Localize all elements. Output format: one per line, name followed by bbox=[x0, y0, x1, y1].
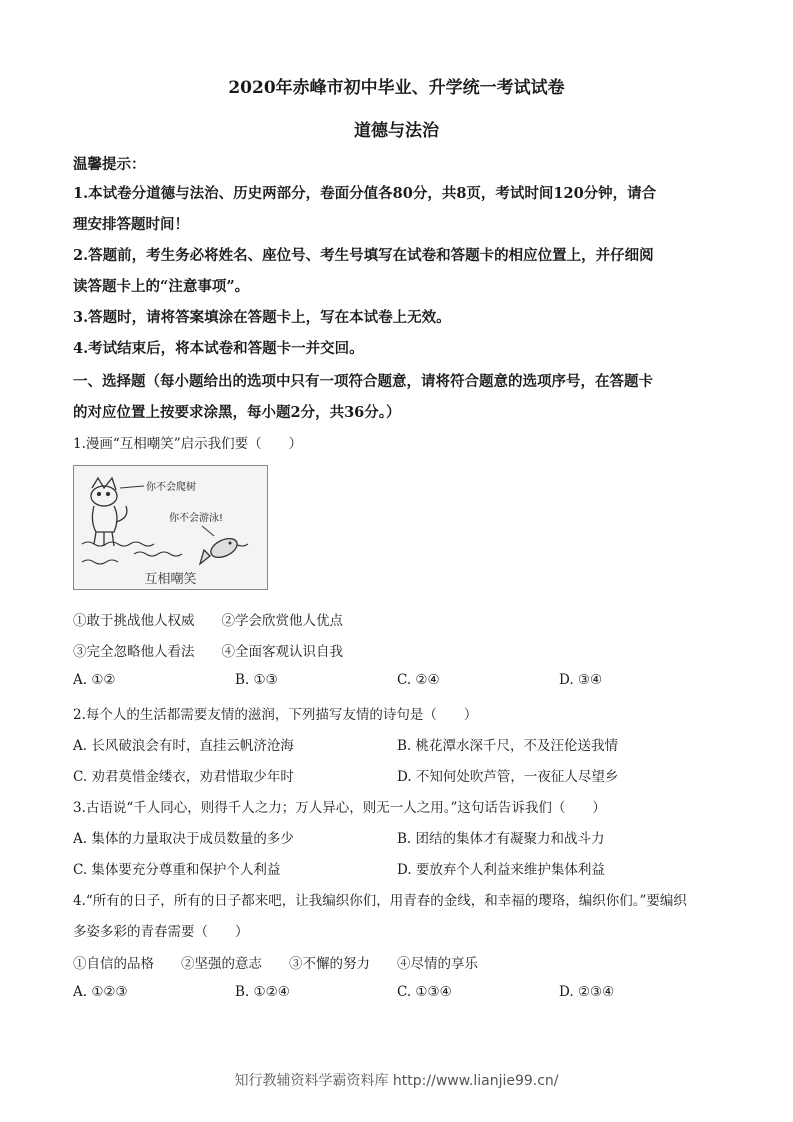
tips-heading: 温馨提示： bbox=[73, 156, 146, 173]
question-3-stem: 3.古语说“千人同心，则得千人之力；万人异心，则无一人之用。”这句话告诉我们（ ） bbox=[73, 800, 606, 816]
question-4-option-c[interactable]: C. ①③④ bbox=[397, 984, 452, 1000]
question-1-items-line-2: ③完全忽略他人看法 ④全面客观认识自我 bbox=[73, 644, 343, 660]
question-1-option-b[interactable]: B. ①③ bbox=[235, 672, 278, 688]
page-footer-watermark: 知行教辅资料学霸资料库 http://www.lianjie99.cn/ bbox=[234, 1073, 559, 1089]
question-1-option-d[interactable]: D. ③④ bbox=[559, 672, 603, 688]
exam-subject: 道德与法治 bbox=[354, 121, 439, 141]
question-1-stem: 1.漫画“互相嘲笑”启示我们要（ ） bbox=[73, 436, 303, 452]
question-1-option-c[interactable]: C. ②④ bbox=[397, 672, 440, 688]
question-2-option-b[interactable]: B. 桃花潭水深千尺，不及汪伦送我情 bbox=[397, 738, 619, 754]
tip-2-line-1: 2.答题前，考生务必将姓名、座位号、考生号填写在试卷和答题卡的相应位置上，并仔细阅 bbox=[73, 247, 654, 264]
question-3-option-a[interactable]: A. 集体的力量取决于成员数量的多少 bbox=[73, 831, 294, 847]
question-4-stem-line-1: 4.“所有的日子，所有的日子都来吧，让我编织你们，用青春的金线，和幸福的璎珞，编织你们。”要编织 bbox=[73, 893, 687, 909]
question-4-option-b[interactable]: B. ①②④ bbox=[235, 984, 290, 1000]
question-3-option-c[interactable]: C. 集体要充分尊重和保护个人利益 bbox=[73, 862, 281, 878]
cartoon-caption: 互相嘲笑 bbox=[144, 572, 197, 587]
question-4-option-d[interactable]: D. ②③④ bbox=[559, 984, 615, 1000]
section-1-heading-line-2: 的对应位置上按要求涂黑，每小题2分，共36分。） bbox=[73, 404, 401, 421]
cartoon-text-top: 你不会爬树 bbox=[146, 482, 196, 493]
tip-3: 3.答题时，请将答案填涂在答题卡上，写在本试卷上无效。 bbox=[73, 309, 451, 326]
exam-title: 2020年赤峰市初中毕业、升学统一考试试卷 bbox=[228, 78, 565, 98]
question-2-option-c[interactable]: C. 劝君莫惜金缕衣，劝君惜取少年时 bbox=[73, 769, 294, 785]
question-4-stem-line-2: 多姿多彩的青春需要（ ） bbox=[73, 924, 249, 940]
tip-2-line-2: 读答题卡上的“注意事项”。 bbox=[73, 278, 250, 295]
cartoon-text-bottom: 你不会游泳! bbox=[169, 513, 224, 524]
cartoon-image bbox=[73, 465, 268, 590]
question-2-option-d[interactable]: D. 不知何处吹芦管，一夜征人尽望乡 bbox=[397, 769, 619, 785]
question-2-stem: 2.每个人的生活都需要友情的滋润，下列描写友情的诗句是（ ） bbox=[73, 707, 478, 723]
question-1-option-a[interactable]: A. ①② bbox=[73, 672, 116, 688]
question-2-option-a[interactable]: A. 长风破浪会有时，直挂云帆济沧海 bbox=[73, 738, 294, 754]
tip-4: 4.考试结束后，将本试卷和答题卡一并交回。 bbox=[73, 340, 364, 357]
question-3-option-b[interactable]: B. 团结的集体才有凝聚力和战斗力 bbox=[397, 831, 605, 847]
question-4-items: ①自信的品格 ②坚强的意志 ③不懈的努力 ④尽情的享乐 bbox=[73, 956, 478, 972]
question-1-items-line-1: ①敢于挑战他人权威 ②学会欣赏他人优点 bbox=[73, 613, 343, 629]
question-4-option-a[interactable]: A. ①②③ bbox=[73, 984, 128, 1000]
section-1-heading-line-1: 一、选择题（每小题给出的选项中只有一项符合题意，请将符合题意的选项序号，在答题卡 bbox=[73, 373, 653, 390]
question-3-option-d[interactable]: D. 要放弃个人利益来维护集体利益 bbox=[397, 862, 605, 878]
tip-1-line-1: 1.本试卷分道德与法治、历史两部分，卷面分值各80分，共8页，考试时间120分钟，请合 bbox=[73, 185, 657, 202]
tip-1-line-2: 理安排答题时间！ bbox=[73, 216, 189, 233]
